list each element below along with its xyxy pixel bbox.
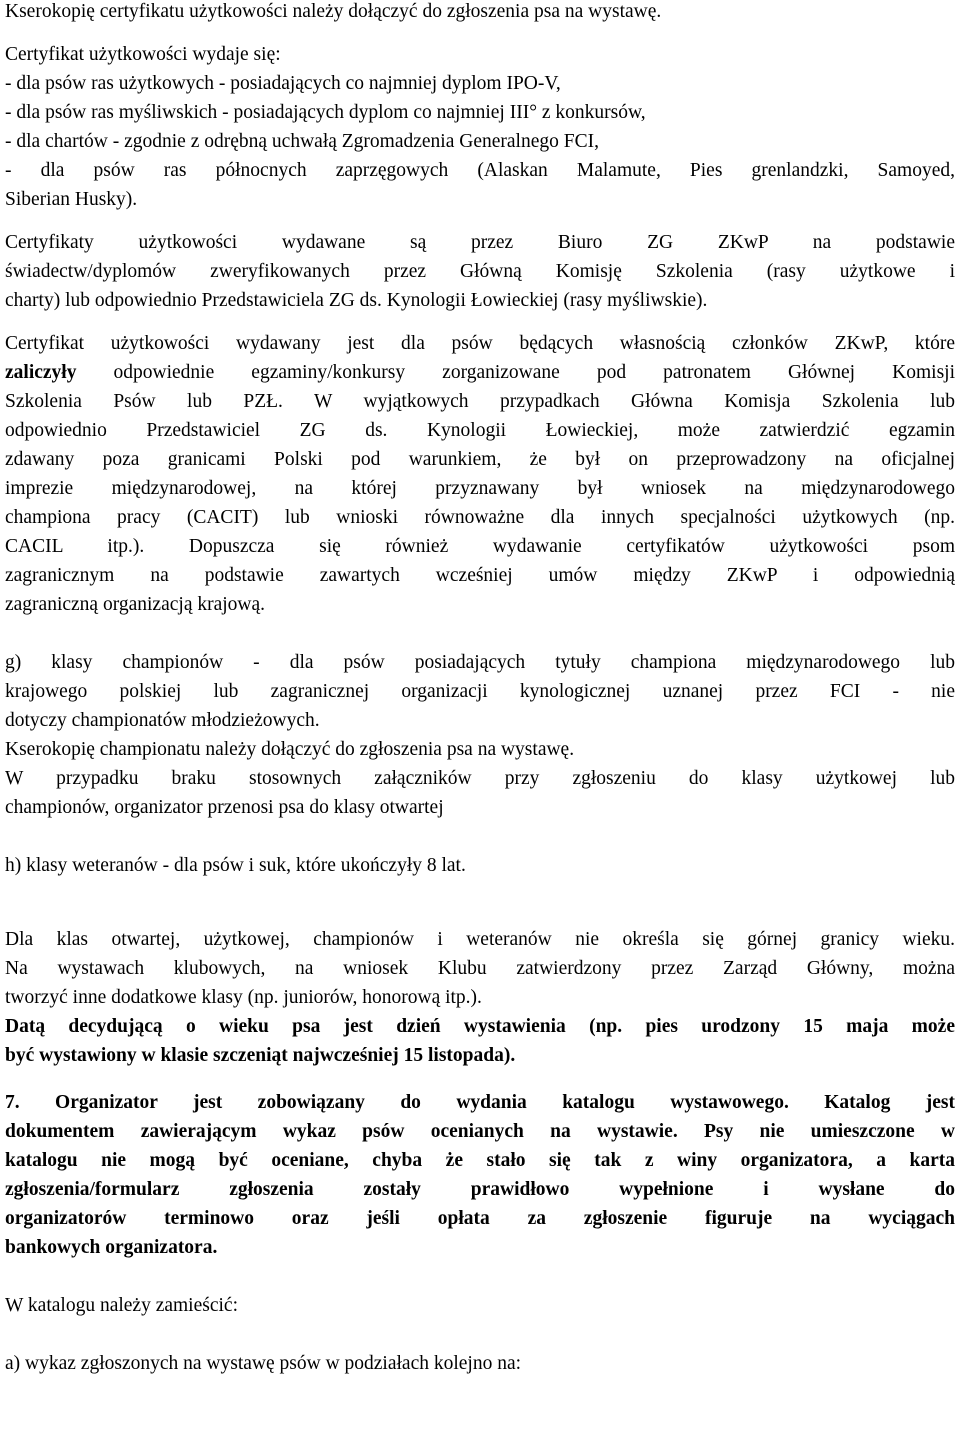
text-line: odpowiednio Przedstawiciel ZG ds. Kynologii Łowieckiej, może zatwierdzić egzamin xyxy=(5,420,955,441)
text-line: organizatorów terminowo oraz jeśli opłata za zgłoszenie figuruje na wyciągach xyxy=(5,1208,955,1229)
text-line: W przypadku braku stosownych załączników przy zgłoszeniu do klasy użytkowej lub xyxy=(5,768,955,789)
paragraph xyxy=(5,0,955,26)
text-line: Kserokopię championatu należy dołączyć do zgłoszenia psa na wystawę. xyxy=(5,739,575,760)
paragraph xyxy=(5,925,955,1070)
bold-phrase: zaliczyły xyxy=(5,362,77,383)
text-line: dotyczy championatów młodzieżowych. xyxy=(5,710,320,731)
text-line: bankowych organizatora. xyxy=(5,1237,218,1258)
text-line: - dla psów ras północnych zaprzęgowych (Alaskan Malamute, Pies grenlandzki, Samoyed, xyxy=(5,160,955,181)
text-line: katalogu nie mogą być oceniane, chyba że stało się tak z winy organizatora, a karta xyxy=(5,1150,955,1171)
paragraph xyxy=(5,1349,955,1378)
text-line: h) klasy weteranów - dla psów i suk, które ukończyły 8 lat. xyxy=(5,855,466,876)
text-line xyxy=(5,358,955,387)
text-line: - dla chartów - zgodnie z odrębną uchwałą Zgromadzenia Generalnego FCI, xyxy=(5,131,599,152)
paragraph xyxy=(5,648,955,822)
text-line: zagraniczną organizacją krajową. xyxy=(5,594,266,615)
text-line: zagranicznym na podstawie zawartych wcześniej umów między ZKwP i odpowiednią xyxy=(5,565,955,586)
paragraph xyxy=(5,40,955,214)
text-line: championa pracy (CACIT) lub wnioski równoważne dla innych specjalności użytkowych (np. xyxy=(5,507,955,528)
text-line: imprezie międzynarodowej, na której przyznawany był wniosek na międzynarodowego xyxy=(5,478,955,499)
text-line: W katalogu należy zamieścić: xyxy=(5,1295,238,1316)
text-line: Certyfikat użytkowości wydawany jest dla psów będących własnością członków ZKwP, które xyxy=(5,333,955,354)
text-line: zgłoszenia/formularz zgłoszenia zostały prawidłowo wypełnione i wysłane do xyxy=(5,1179,955,1200)
text-line: krajowego polskiej lub zagranicznej organizacji kynologicznej uznanej przez FCI - nie xyxy=(5,681,955,702)
text-line: Datą decydującą o wieku psa jest dzień wystawienia (np. pies urodzony 15 maja może xyxy=(5,1016,955,1037)
text-line: Dla klas otwartej, użytkowej, championów i weteranów nie określa się górnej granicy wieku. xyxy=(5,929,955,950)
paragraph xyxy=(5,329,955,619)
paragraph xyxy=(5,1088,955,1262)
paragraph xyxy=(5,1291,955,1320)
text-line: zdawany poza granicami Polski pod warunkiem, że był on przeprowadzony na oficjalnej xyxy=(5,449,955,470)
text-line: 7. Organizator jest zobowiązany do wydania katalogu wystawowego. Katalog jest xyxy=(5,1092,955,1113)
text-line: Szkolenia Psów lub PZŁ. W wyjątkowych przypadkach Główna Komisja Szkolenia lub xyxy=(5,391,955,412)
text-line: Na wystawach klubowych, na wniosek Klubu zatwierdzony przez Zarząd Główny, można xyxy=(5,958,955,979)
text-line: Certyfikaty użytkowości wydawane są przez Biuro ZG ZKwP na podstawie xyxy=(5,232,955,253)
paragraph xyxy=(5,851,955,880)
text-line: - dla psów ras użytkowych - posiadających co najmniej dyplom IPO-V, xyxy=(5,73,561,94)
text-line: Siberian Husky). xyxy=(5,189,138,210)
document-page xyxy=(5,0,955,1378)
text-line: Kserokopię certyfikatu użytkowości należy dołączyć do zgłoszenia psa na wystawę. xyxy=(5,1,662,22)
paragraph xyxy=(5,228,955,315)
text-line: a) wykaz zgłoszonych na wystawę psów w podziałach kolejno na: xyxy=(5,1353,522,1374)
text-line: CACIL itp.). Dopuszcza się również wydawanie certyfikatów użytkowości psom xyxy=(5,536,955,557)
text-line: championów, organizator przenosi psa do klasy otwartej xyxy=(5,797,444,818)
text-line: Certyfikat użytkowości wydaje się: xyxy=(5,44,281,65)
text-line: świadectw/dyplomów zweryfikowanych przez Główną Komisję Szkolenia (rasy użytkowe i xyxy=(5,261,955,282)
text-line: g) klasy championów - dla psów posiadających tytuły championa międzynarodowego lub xyxy=(5,652,955,673)
text-line: dokumentem zawierającym wykaz psów ocenianych na wystawie. Psy nie umieszczone w xyxy=(5,1121,955,1142)
text-line: być wystawiony w klasie szczeniąt najwcześniej 15 listopada). xyxy=(5,1045,516,1066)
text-line: - dla psów ras myśliwskich - posiadających dyplom co najmniej III° z konkursów, xyxy=(5,102,646,123)
text-line: tworzyć inne dodatkowe klasy (np. juniorów, honorową itp.). xyxy=(5,987,482,1008)
text-line: charty) lub odpowiednio Przedstawiciela ZG ds. Kynologii Łowieckiej (rasy myśliwskie). xyxy=(5,290,708,311)
line-text: odpowiednie egzaminy/konkursy zorganizowane pod patronatem Głównej Komisji xyxy=(76,362,955,383)
